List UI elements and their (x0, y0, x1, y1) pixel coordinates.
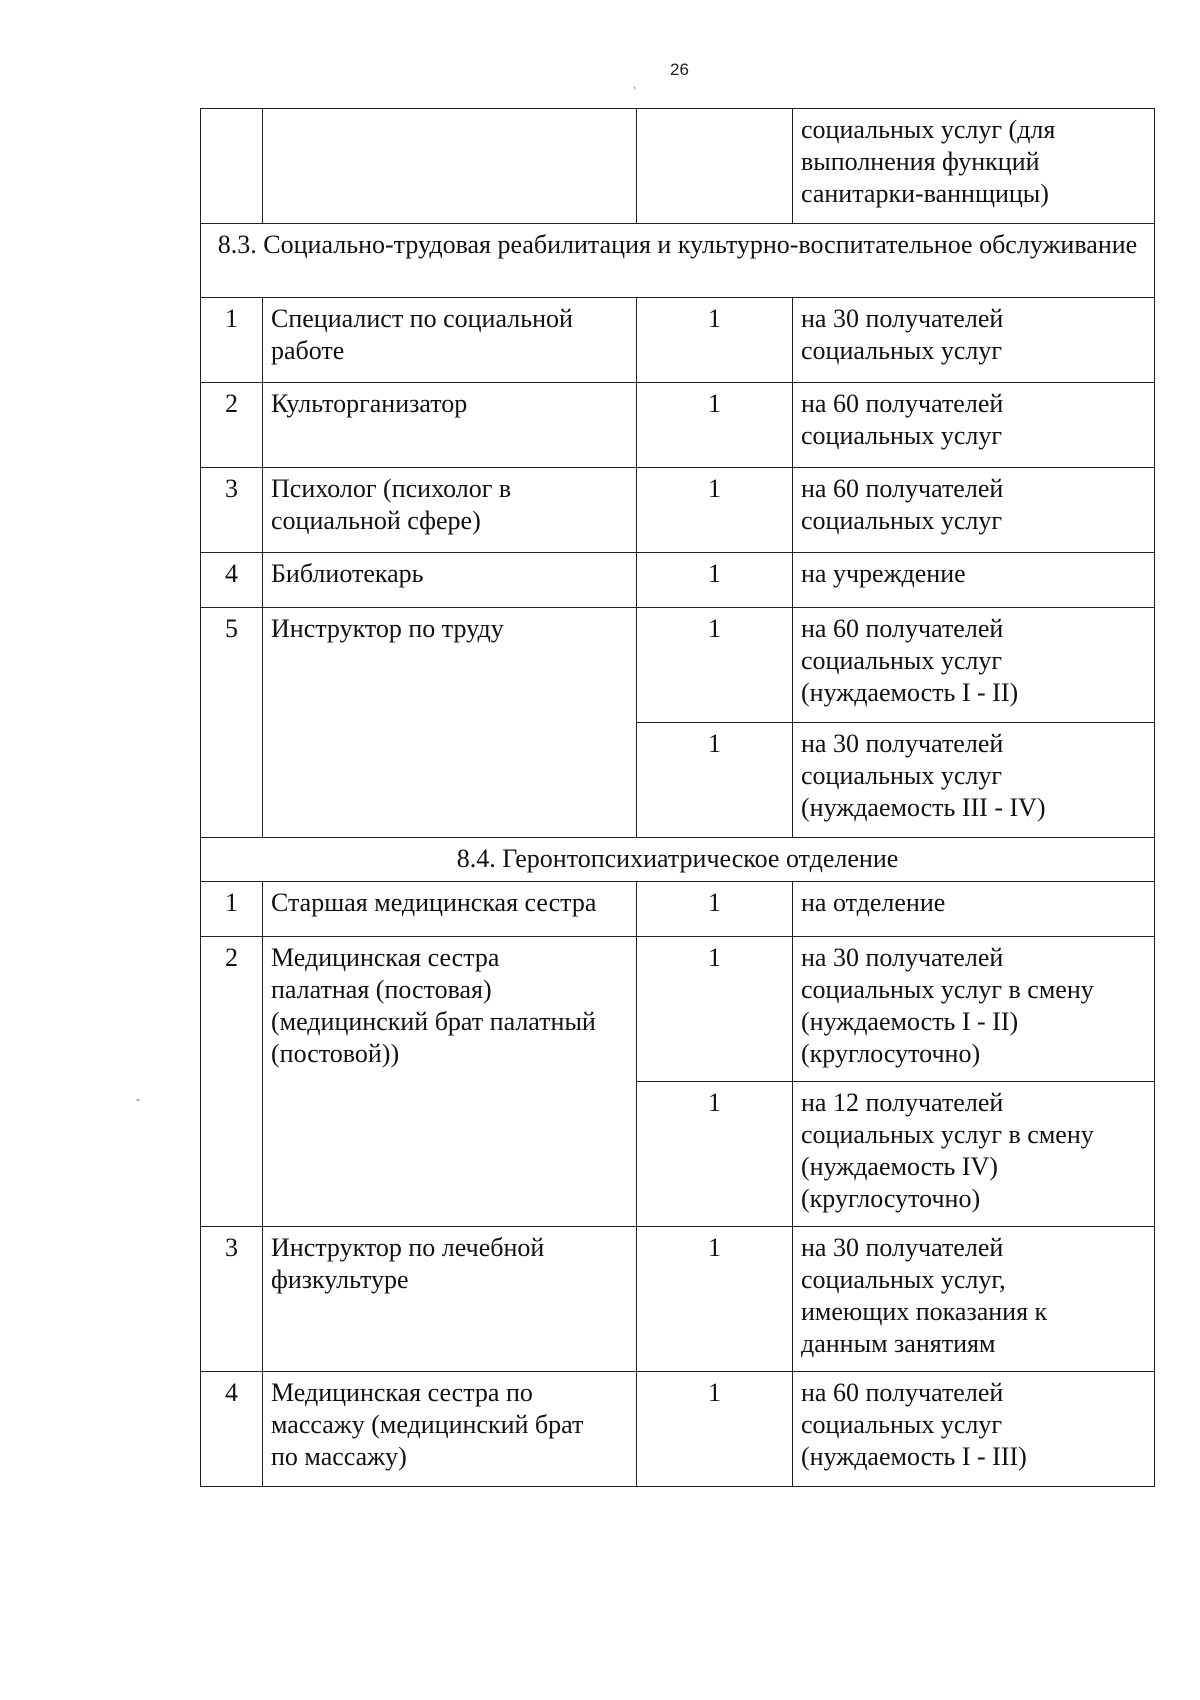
norm-cell: на 60 получателей социальных услуг (793, 468, 1155, 553)
count-cell: 1 (637, 298, 793, 383)
count-cell: 1 (637, 882, 793, 937)
norm-cell: на 12 получателей социальных услуг в смену (нуждаемость IV) (круглосуточно) (793, 1082, 1155, 1227)
row-number-cell (201, 109, 263, 224)
position-cell: Психолог (психолог в социальной сфере) (263, 468, 637, 553)
count-cell: 1 (637, 723, 793, 838)
row-number-cell: 4 (201, 553, 263, 608)
row-number-cell: 5 (201, 608, 263, 838)
norm-cell: на 30 получателей социальных услуг, имеющих показания к данным занятиям (793, 1227, 1155, 1372)
count-cell: 1 (637, 553, 793, 608)
position-cell: Культорганизатор (263, 383, 637, 468)
section-header-row (201, 224, 1155, 298)
row-number-cell: 4 (201, 1372, 263, 1487)
norm-cell: на 60 получателей социальных услуг (нуждаемость I - II) (793, 608, 1155, 723)
position-cell: Медицинская сестра палатная (постовая) (медицинский брат палатный (постовой)) (263, 937, 637, 1227)
norm-cell: на 60 получателей социальных услуг (нуждаемость I - III) (793, 1372, 1155, 1487)
section-header-row (201, 838, 1155, 882)
row-number-cell: 1 (201, 298, 263, 383)
staffing-table-body (201, 109, 1155, 1487)
table-row-continuation (201, 109, 1155, 224)
row-number-cell: 3 (201, 468, 263, 553)
position-cell (263, 109, 637, 224)
count-cell (637, 109, 793, 224)
norm-cell: на 30 получателей социальных услуг (нуждаемость III - IV) (793, 723, 1155, 838)
norm-cell: на 30 получателей социальных услуг в смену (нуждаемость I - II) (круглосуточно) (793, 937, 1155, 1082)
position-cell: Библиотекарь (263, 553, 637, 608)
position-cell: Инструктор по труду (263, 608, 637, 838)
scan-artifact-dot: - (136, 1092, 140, 1106)
position-cell: Специалист по социальной работе (263, 298, 637, 383)
norm-cell: на 30 получателей социальных услуг (793, 298, 1155, 383)
row-number-cell: 2 (201, 937, 263, 1227)
table-row (201, 1227, 1155, 1372)
position-cell: Старшая медицинская сестра (263, 882, 637, 937)
table-row (201, 553, 1155, 608)
count-cell: 1 (637, 468, 793, 553)
count-cell: 1 (637, 937, 793, 1082)
position-cell: Инструктор по лечебной физкультуре (263, 1227, 637, 1372)
count-cell: 1 (637, 1227, 793, 1372)
row-number-cell: 2 (201, 383, 263, 468)
row-number-cell: 3 (201, 1227, 263, 1372)
norm-cell: социальных услуг (для выполнения функций санитарки-ваннщицы) (793, 109, 1155, 224)
table-row (201, 298, 1155, 383)
count-cell: 1 (637, 1372, 793, 1487)
section-title: 8.4. Геронтопсихиатрическое отделение (201, 838, 1155, 882)
norm-cell: на отделение (793, 882, 1155, 937)
count-cell: 1 (637, 1082, 793, 1227)
norm-cell: на учреждение (793, 553, 1155, 608)
table-row (201, 383, 1155, 468)
staffing-table (200, 108, 1155, 1487)
table-row (201, 937, 1155, 1082)
position-cell: Медицинская сестра по массажу (медицинский брат по массажу) (263, 1372, 637, 1487)
table-row (201, 1372, 1155, 1487)
row-number-cell: 1 (201, 882, 263, 937)
page-number: 26 (670, 60, 689, 79)
table-row (201, 608, 1155, 723)
table-row (201, 468, 1155, 553)
count-cell: 1 (637, 383, 793, 468)
table-row (201, 882, 1155, 937)
count-cell: 1 (637, 608, 793, 723)
norm-cell: на 60 получателей социальных услуг (793, 383, 1155, 468)
section-title: 8.3. Социально-трудовая реабилитация и культурно-воспитательное обслуживание (201, 224, 1155, 298)
scan-artifact-mark: ` (628, 83, 638, 99)
